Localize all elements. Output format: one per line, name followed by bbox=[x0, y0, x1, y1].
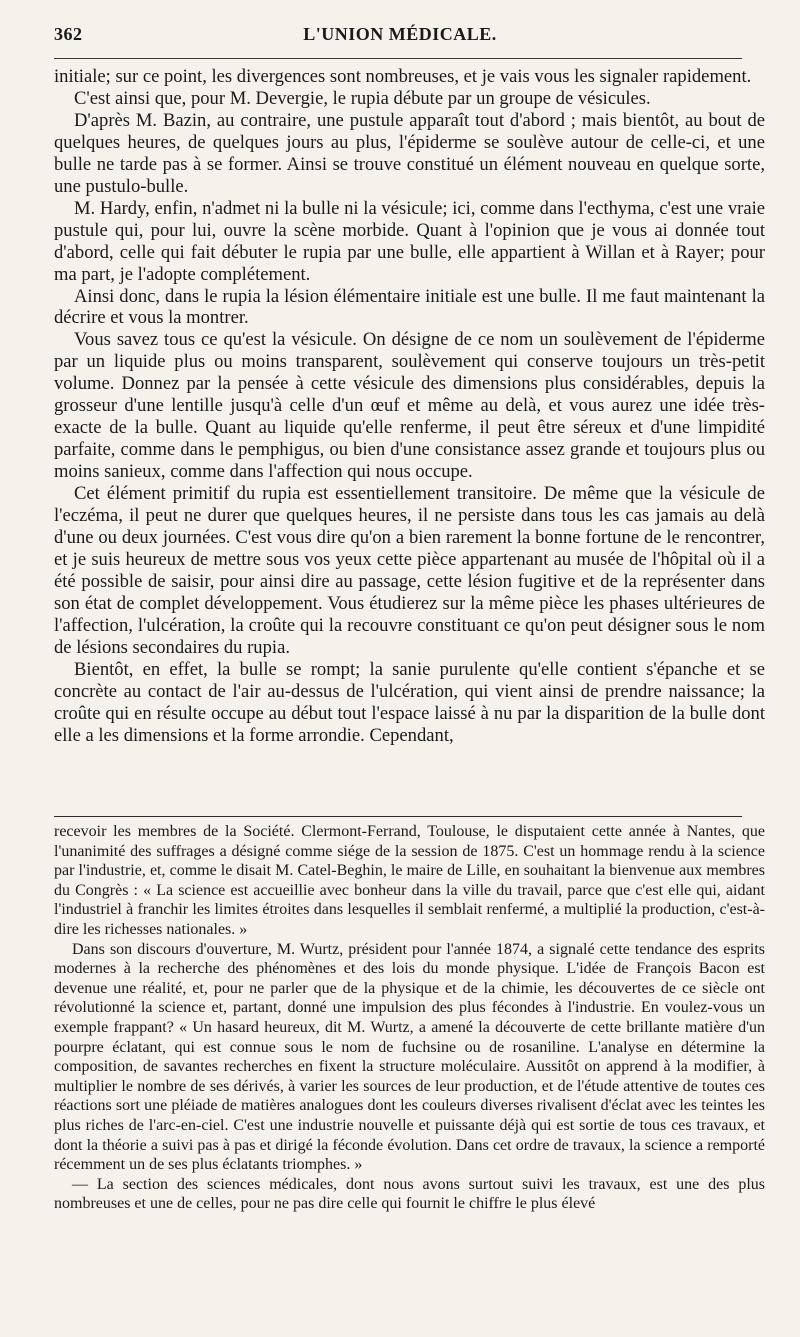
body-paragraph: C'est ainsi que, pour M. Devergie, le rupia débute par un groupe de vésicules. bbox=[74, 87, 651, 109]
body-paragraph: initiale; sur ce point, les divergences sont nombreuses, et je vais vous les signaler rapidement. bbox=[54, 66, 752, 87]
footnote-column bbox=[54, 822, 765, 1214]
body-paragraph: Cet élément primitif du rupia est essentiellement transitoire. De même que la vésicule de l'eczéma, il peut ne durer que quelques heures, il ne persiste dans tous les cas jamais au delà d'une ou deux journées. C'est vous dire qu'on a bien rarement la bonne fortune de le rencontrer, et je suis heureux de mettre sous vos yeux cette pièce appartenant au musée de l'hôpital où il a été possible de saisir, pour ainsi dire au passage, cette lésion fugitive et de la représenter dans son état de complet développement. Vous étudierez sur la même pièce les phases ultérieures de l'affection, l'ulcération, la croûte qui la recouvre constituant ce qu'on peut désigner sous le nom de lésions secondaires du rupia. bbox=[54, 483, 765, 658]
header-rule bbox=[54, 58, 742, 59]
body-paragraph: Ainsi donc, dans le rupia la lésion élémentaire initiale est une bulle. Il me faut maintenant la décrire et vous la montrer. bbox=[54, 285, 765, 329]
body-paragraph: Bientôt, en effet, la bulle se rompt; la sanie purulente qu'elle contient s'épanche et se concrète au contact de l'air au-dessus de l'ulcération, qui vient ainsi de prendre naissance; la croûte qui en résulte occupe au début tout l'espace laissé à nu par la disparition de la bulle dont elle a les dimensions et la forme arrondie. Cependant, bbox=[54, 658, 765, 746]
body-paragraph: D'après M. Bazin, au contraire, une pustule apparaît tout d'abord ; mais bientôt, au bout de quelques heures, de quelques jours au plus, l'épiderme se soulève autour de celle-ci, et une bulle ne tarde pas à se former. Ainsi se trouve constitué un élément nouveau en quelque sorte, une pustulo-bulle. bbox=[54, 109, 765, 197]
footnote-rule bbox=[54, 816, 742, 817]
page-number: 362 bbox=[54, 24, 83, 44]
body-paragraph: M. Hardy, enfin, n'admet ni la bulle ni la vésicule; ici, comme dans l'ecthyma, c'est une vraie pustule qui, pour lui, ouvre la scène morbide. Quant à l'opinion que je vous ai donnée tout d'abord, celle qui fait débuter le rupia par une bulle, elle appartient à Willan et à Rayer; pour ma part, je l'adopte complétement. bbox=[54, 197, 765, 285]
footnote-paragraph: Dans son discours d'ouverture, M. Wurtz, président pour l'année 1874, a signalé cette tendance des esprits modernes à la recherche des phénomènes et des lois du monde physique. L'idée de François Bacon est devenue une réalité, et, pour ne parler que de la physique et de la chimie, les découvertes de ce siècle ont révolutionné la science et, partant, donné une impulsion des plus fécondes à l'industrie. En voulez-vous un exemple frappant? « Un hasard heureux, dit M. Wurtz, a amené la découverte de cette brillante matière d'un pourpre éclatant, qui est connue sous le nom de fuchsine ou de rosaniline. L'analyse en détermine la composition, de savantes recherches en fixent la structure moléculaire. Aussitôt on apprend à la modifier, à multiplier le nombre de ses dérivés, à varier les sources de leur production, et de l'étude attentive de toutes ces réactions sort une pléiade de matières analogues dont les couleurs diverses rivalisent d'éclat avec les teintes les plus riches de l'arc-en-ciel. C'est une industrie nouvelle et puissante déjà qui est sortie de tous ces travaux, et dont la théorie a suivi pas à pas et dirigé la féconde évolution. Dans cet ordre de travaux, la science a remporté récemment un de ses plus éclatants triomphes. » bbox=[54, 940, 765, 1174]
footnote-paragraph: — La section des sciences médicales, dont nous avons surtout suivi les travaux, est une des plus nombreuses et une de celles, pour ne pas dire celle qui fournit le chiffre le plus élevé bbox=[54, 1175, 765, 1213]
journal-title: L'UNION MÉDICALE. bbox=[303, 24, 497, 44]
main-text-column bbox=[54, 66, 765, 747]
body-paragraph: Vous savez tous ce qu'est la vésicule. On désigne de ce nom un soulèvement de l'épiderme par un liquide plus ou moins transparent, soulèvement qui conserve toujours un très-petit volume. Donnez par la pensée à cette vésicule des dimensions plus considérables, depuis la grosseur d'une lentille jusqu'à celle d'un œuf et même au delà, et vous aurez une idée très-exacte de la bulle. Quant au liquide qu'elle renferme, il peut être séreux et d'une limpidité parfaite, comme dans le pemphigus, ou bien d'une consistance assez grande et toujours plus ou moins sanieux, comme dans l'affection qui nous occupe. bbox=[54, 329, 765, 483]
running-head bbox=[54, 22, 746, 52]
footnote-paragraph: recevoir les membres de la Société. Clermont-Ferrand, Toulouse, le disputaient cette année à Nantes, que l'unanimité des suffrages a désigné comme siége de la session de 1875. C'est un hommage rendu à la science par l'industrie, et, comme le disait M. Catel-Beghin, le maire de Lille, en souhaitant la bienvenue aux membres du Congrès : « La science est accueillie avec bonheur dans la ville du travail, parce que c'est elle qui, aidant l'industriel à franchir les limites étroites dans lesquelles il semblait renfermé, a multiplié la production, c'est-à-dire les richesses nationales. » bbox=[54, 823, 765, 938]
